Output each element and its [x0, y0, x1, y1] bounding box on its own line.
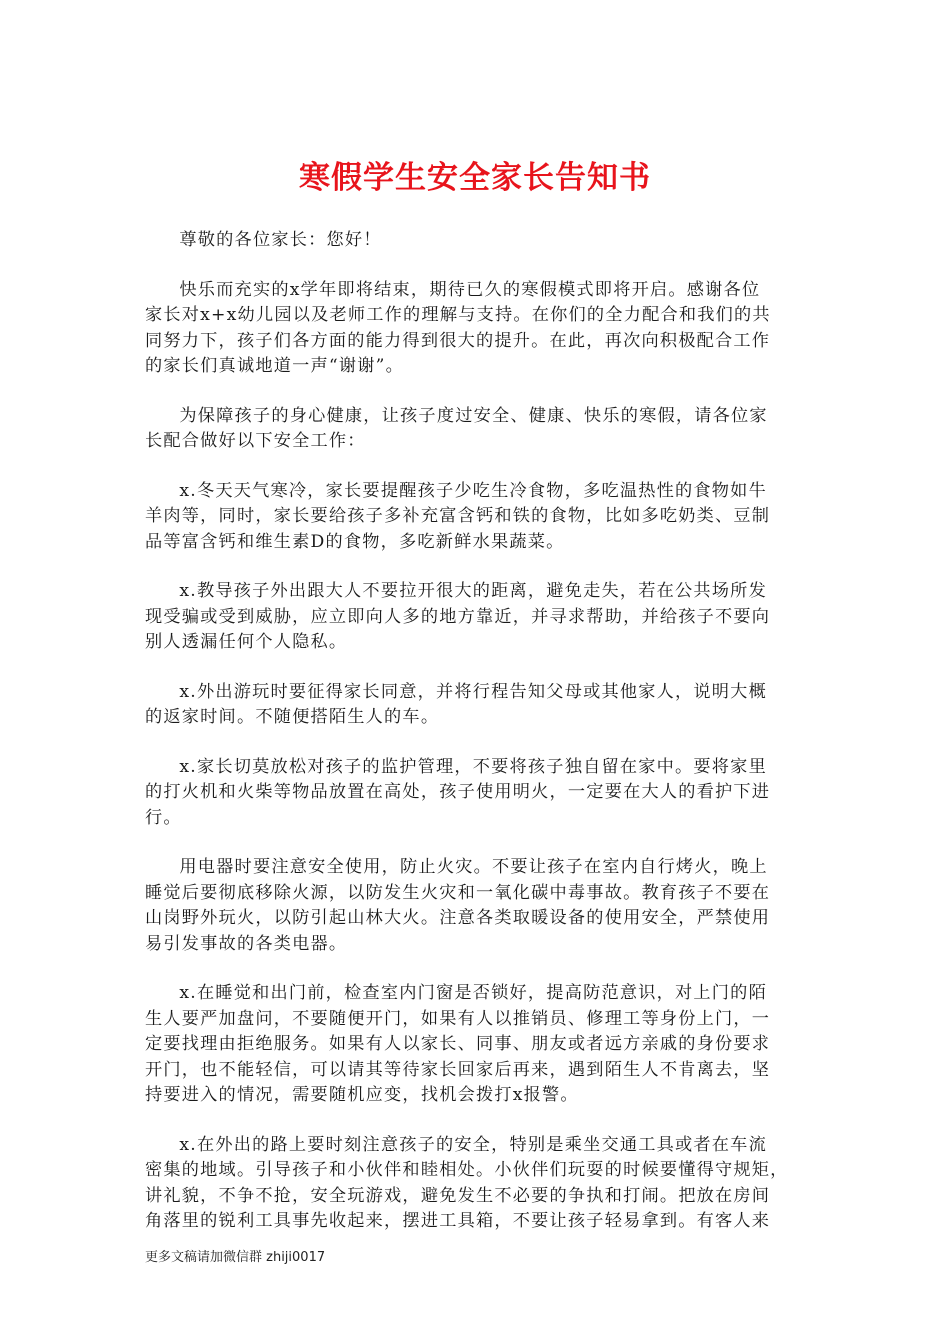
paragraph-thanks: 快乐而充实的x学年即将结束，期待已久的寒假模式即将开启。感谢各位 家长对x+x幼儿园以及老师工作的理解与支持。在你们的全力配合和我们的共 同努力下，孩子们各方面的能力得到很大的提升。在此，再次向积极配合工作 的家长们真诚地道一声“谢谢”。: [145, 279, 771, 376]
footer-note: 更多文稿请加微信群 zhiji0017: [145, 1250, 326, 1265]
paragraph-supervision: x.家长切莫放松对孩子的监护管理，不要将孩子独自留在家中。要将家里 的打火机和火柴等物品放置在高处，孩子使用明火，一定要在大人的看护下进 行。: [145, 756, 771, 828]
paragraph-home-security: x.在睡觉和出门前，检查室内门窗是否锁好，提高防范意识，对上门的陌 生人要严加盘问，不要随便开门，如果有人以推销员、修理工等身份上门，一 定要找理由拒绝服务。如果有人以家长、同事、朋友或者远方亲戚的身份要求 开门，也不能轻信，可以请其等待家长回家后再来，遇到陌生人不肯离去，坚 持要进入的情况，需要随机应变，找机会拨打x报警。: [145, 983, 771, 1105]
paragraph-greeting: 尊敬的各位家长：您好！: [179, 230, 382, 250]
paragraph-intro: 为保障孩子的身心健康，让孩子度过安全、健康、快乐的寒假，请各位家 长配合做好以下安全工作：: [145, 405, 768, 451]
paragraph-travel: x.外出游玩时要征得家长同意，并将行程告知父母或其他家人，说明大概 的返家时间。不随便搭陌生人的车。: [145, 681, 767, 727]
paragraph-diet: x.冬天天气寒冷，家长要提醒孩子少吃生冷食物，多吃温热性的食物如牛 羊肉等，同时，家长要给孩子多补充富含钙和铁的食物，比如多吃奶类、豆制 品等富含钙和维生素D的食物，多吃新鲜水果蔬菜。: [145, 480, 771, 552]
document-body: [145, 228, 805, 1259]
document-title: 寒假学生安全家长告知书: [299, 160, 651, 196]
paragraph-traffic-safety: x.在外出的路上要时刻注意孩子的安全，特别是乘坐交通工具或者在车流 密集的地域。引导孩子和小伙伴和睦相处。小伙伴们玩耍的时候要懂得守规矩， 讲礼貌，不争不抢，安全玩游戏，避免发生不必要的争执和打闹。把放在房间 角落里的锐利工具事先收起来，摆进工具箱，不要让孩子轻易拿到。有客人来: [145, 1134, 789, 1231]
paragraph-outdoor-safety: x.教导孩子外出跟大人不要拉开很大的距离，避免走失，若在公共场所发 现受骗或受到威胁，应立即向人多的地方靠近，并寻求帮助，并给孩子不要向 别人透漏任何个人隐私。: [145, 581, 771, 652]
paragraph-fire-safety: 用电器时要注意安全使用，防止火灾。不要让孩子在室内自行烤火，晚上 睡觉后要彻底移除火源，以防发生火灾和一氧化碳中毒事故。教育孩子不要在 山岗野外玩火，以防引起山林大火。注意各类取暖设备的使用安全，严禁使用 易引发事故的各类电器。: [145, 857, 771, 954]
